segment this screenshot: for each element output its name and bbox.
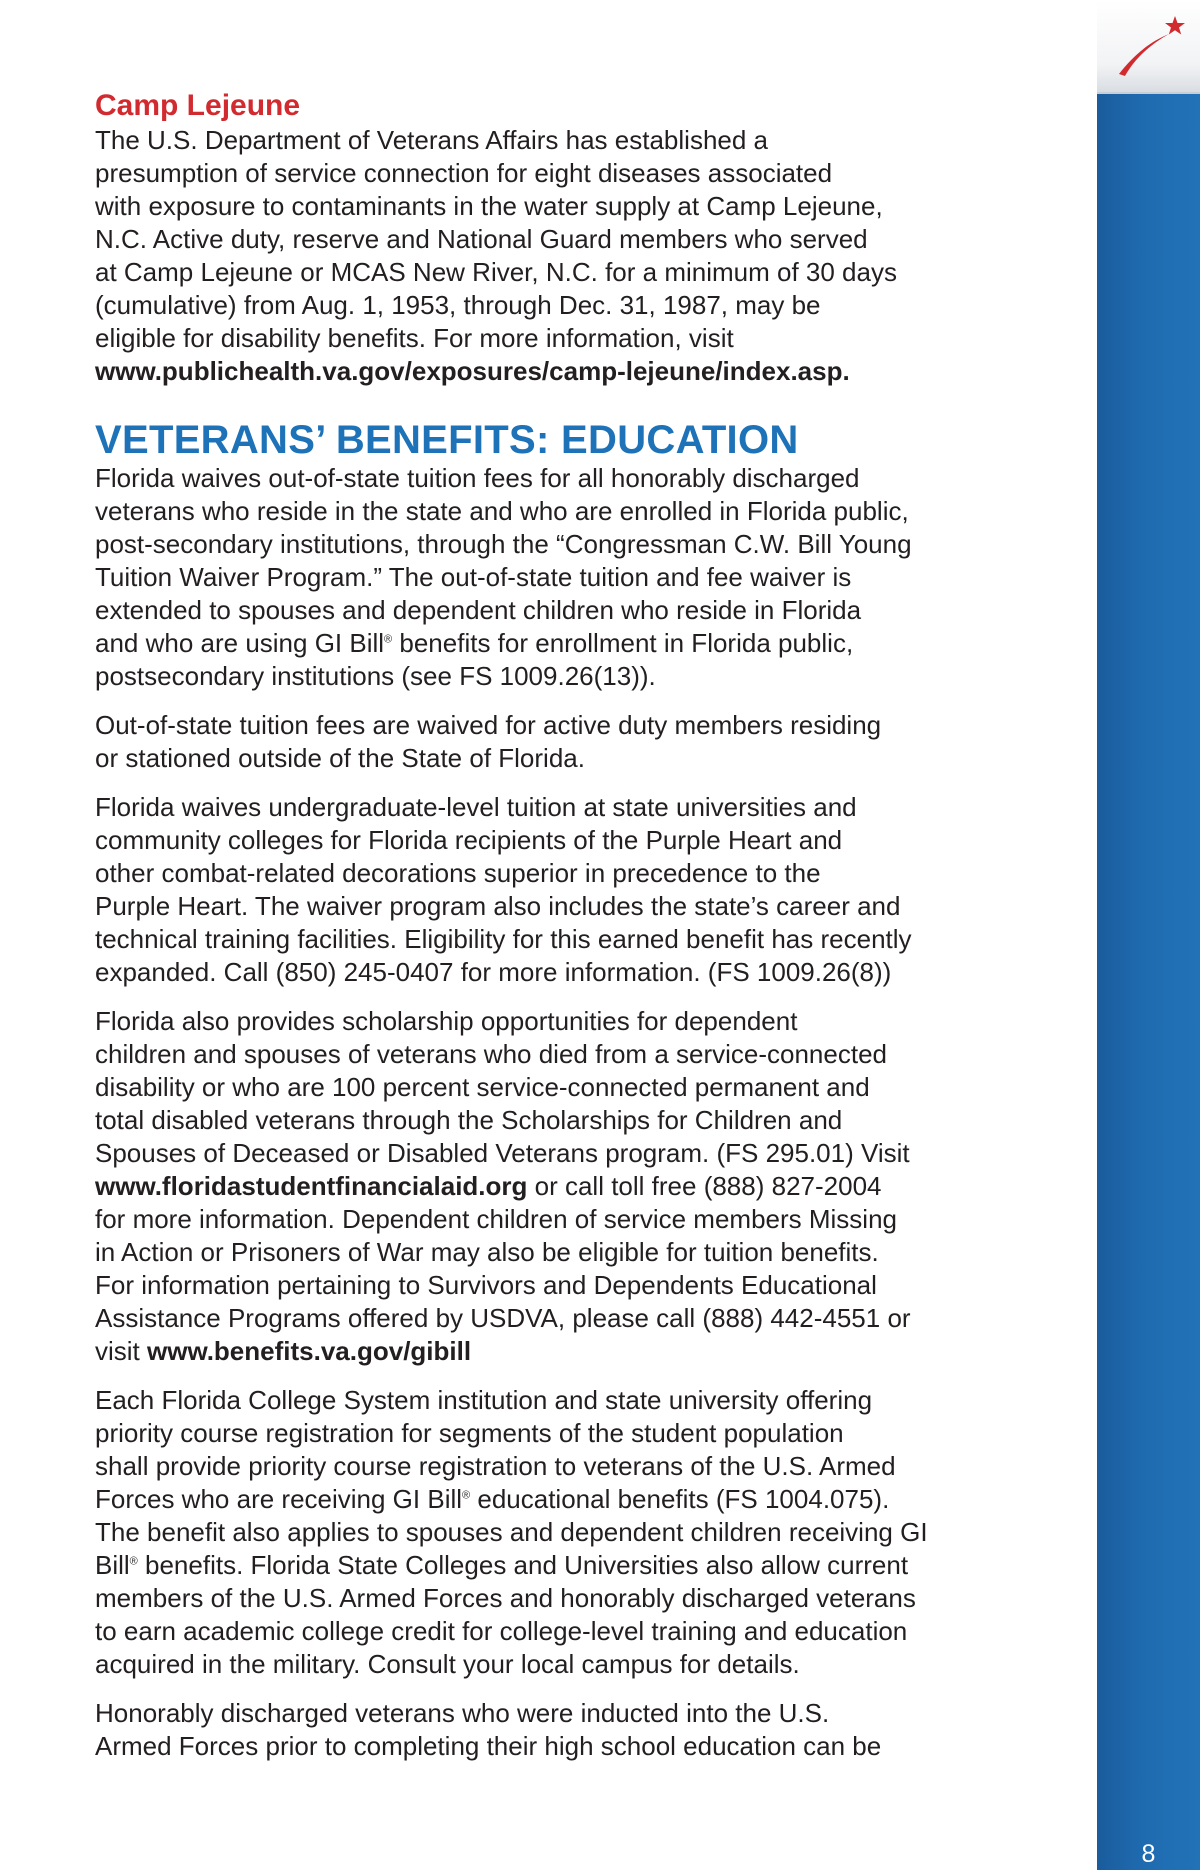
page-sidebar [1097,0,1200,1870]
education-paragraph-5: Each Florida College System institution and state university offering priority course registration for segments of the student population shall provide priority course registration to veterans of the U.S. Armed Forces who are receiving GI Bill® educational benefits (FS 1004.075). The benefit also applies to spouses and dependent children receiving GI Bill® benefits. Florida State Colleges and Universities also allow current members of the U.S. Armed Forces and honorably discharged veterans to earn academic college credit for college-level training and education acquired in the military. Consult your local campus for details. [95,1385,928,1679]
registered-mark: ® [129,1555,138,1568]
financial-aid-link[interactable]: www.floridastudentfinancialaid.org [95,1171,528,1201]
registered-mark: ® [462,1489,471,1502]
star-swoosh-icon [1115,12,1187,80]
education-paragraph-2: Out-of-state tuition fees are waived for active duty members residing or stationed outside of the State of Florida. [95,710,882,773]
education-paragraph-3: Florida waives undergraduate-level tuition at state universities and community colleges for Florida recipients of the Purple Heart and other combat-related decorations superior in precedence to the Purple Heart. The waiver program also includes the state’s career and technical training facilities. Eligibility for this earned benefit has recently expanded. Call (850) 245-0407 for more information. (FS 1009.26(8)) [95,792,912,987]
camp-lejeune-link[interactable]: www.publichealth.va.gov/exposures/camp-lejeune/index.asp. [95,356,850,386]
registered-mark: ® [384,633,393,646]
gibill-link[interactable]: www.benefits.va.gov/gibill [147,1336,472,1366]
camp-lejeune-paragraph: The U.S. Department of Veterans Affairs has established a presumption of service connection for eight diseases associated with exposure to contaminants in the water supply at Camp Lejeune, N.C. Active duty, reserve and National Guard members who served at Camp Lejeune or MCAS New River, N.C. for a minimum of 30 days (cumulative) from Aug. 1, 1953, through Dec. 31, 1987, may be eligible for disability benefits. For more information, visit www.publichealth.va.gov/exposures/camp-lejeune/index.asp. [95,125,897,386]
page-number: 8 [1141,1840,1156,1868]
camp-lejeune-heading: Camp Lejeune [95,89,301,122]
education-paragraph-4: Florida also provides scholarship opportunities for dependent children and spouses of veterans who died from a service-connected disability or who are 100 percent service-connected permanent and total disabled veterans through the Scholarships for Children and Spouses of Deceased or Disabled Veterans program. (FS 295.01) Visit www.floridastudentfinancialaid.org or call toll free (888) 827-2004 for more information. Dependent children of service members Missing in Action or Prisoners of War may also be eligible for tuition benefits. For information pertaining to Survivors and Dependents Educational Assistance Programs offered by USDVA, please call (888) 442-4551 or visit www.benefits.va.gov/gibill [95,1006,911,1366]
sidebar-cap [1097,0,1200,94]
education-paragraph-6: Honorably discharged veterans who were inducted into the U.S. Armed Forces prior to completing their high school education can be [95,1698,882,1761]
education-heading: VETERANS’ BENEFITS: EDUCATION [95,418,799,462]
page-content [95,88,1050,1779]
education-paragraph-1: Florida waives out-of-state tuition fees for all honorably discharged veterans who reside in the state and who are enrolled in Florida public, post-secondary institutions, through the “Congressman C.W. Bill Young Tuition Waiver Program.” The out-of-state tuition and fee waiver is extended to spouses and dependent children who reside in Florida and who are using GI Bill® benefits for enrollment in Florida public, postsecondary institutions (see FS 1009.26(13)). [95,463,912,691]
